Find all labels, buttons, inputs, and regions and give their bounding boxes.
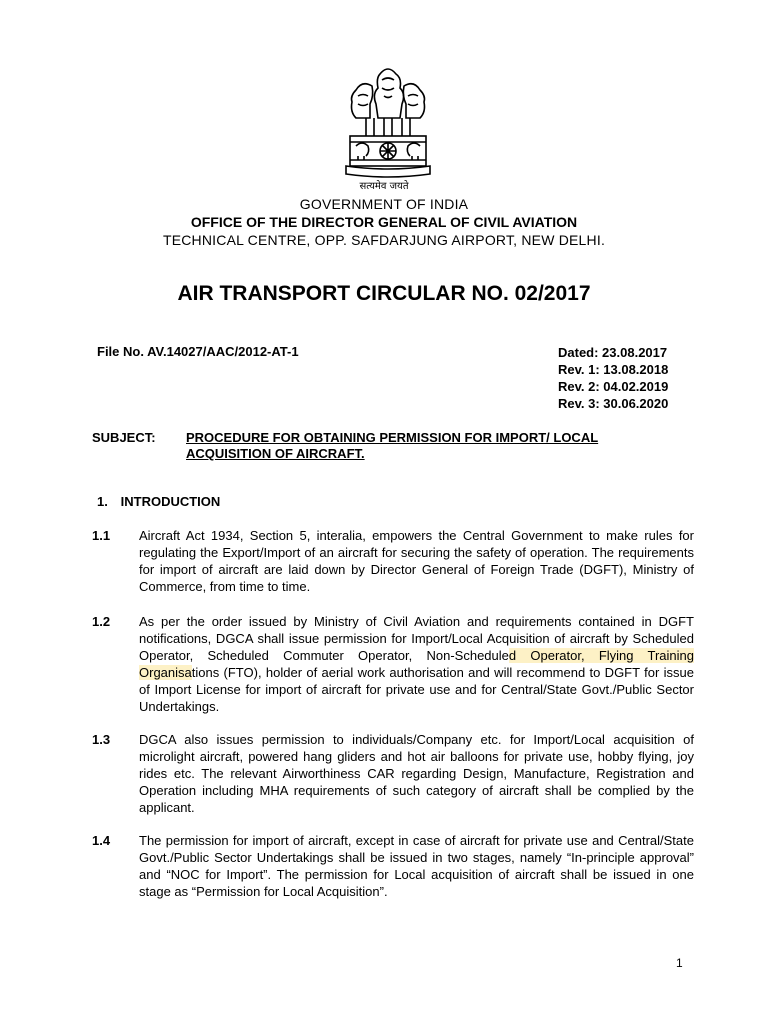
page-number: 1 (676, 956, 683, 970)
paragraph-text (139, 613, 694, 715)
section-title: INTRODUCTION (120, 494, 221, 509)
paragraph-text-part: tions (FTO), holder of aerial work authorisation and will recommend to DGFT for issue of Import License for import of aircraft for private use and for Central/State Govt./Public Sector Undertakings. (139, 665, 694, 714)
dates-block (558, 344, 668, 412)
file-number: File No. AV.14027/AAC/2012-AT-1 (97, 344, 299, 359)
header-address: TECHNICAL CENTRE, OPP. SAFDARJUNG AIRPORT, NEW DELHI. (162, 232, 606, 248)
highlighted-text: d Operator, Flying Training Organisa (139, 648, 694, 680)
paragraph-text-part: As per the order issued by Ministry of Civil Aviation and requirements contained in DGFT notifications, DGCA shall issue permission for Import/Local Acquisition of aircraft by Scheduled Operator, Scheduled Commuter Operator, Non-Schedule (139, 614, 694, 663)
header-government: GOVERNMENT OF INDIA (299, 196, 469, 212)
national-emblem-icon (340, 60, 436, 192)
date-issued: Dated: 23.08.2017 (558, 345, 668, 360)
header-office: OFFICE OF THE DIRECTOR GENERAL OF CIVIL AVIATION (190, 214, 578, 230)
emblem-motto: सत्यमेव जयते (359, 181, 409, 192)
section-number: 1. (97, 494, 108, 509)
paragraph-text: Aircraft Act 1934, Section 5, interalia, empowers the Central Government to make rules for regulating the Export/Import of an aircraft for securing the safety of operation. The requirements for import of aircraft are laid down by Director General of Foreign Trade (DGFT), Ministry of Commerce, from time to time. (139, 528, 694, 594)
document-title: AIR TRANSPORT CIRCULAR NO. 02/2017 (177, 282, 591, 305)
subject-label: SUBJECT: (92, 430, 156, 445)
paragraph-number: 1.3 (92, 732, 111, 747)
date-rev1: Rev. 1: 13.08.2018 (558, 362, 669, 377)
section-heading (97, 494, 220, 509)
paragraph-number: 1.4 (92, 833, 111, 848)
paragraph-1-1 (92, 527, 694, 595)
paragraph-1-4 (92, 832, 694, 900)
paragraph-1-2 (92, 613, 694, 715)
date-rev3: Rev. 3: 30.06.2020 (558, 396, 669, 411)
date-rev2: Rev. 2: 04.02.2019 (558, 379, 669, 394)
subject-text: PROCEDURE FOR OBTAINING PERMISSION FOR IMPORT/ LOCAL ACQUISITION OF AIRCRAFT. (186, 430, 599, 461)
paragraph-number: 1.2 (92, 614, 111, 629)
paragraph-number: 1.1 (92, 528, 111, 543)
paragraph-text: DGCA also issues permission to individuals/Company etc. for Import/Local acquisition of microlight aircraft, powered hang gliders and hot air balloons for private use, hobby flying, joy rides etc. The relevant Airworthiness CAR regarding Design, Manufacture, Registration and Operation including MHA requirements of such category of aircraft shall be complied by the applicant. (139, 732, 694, 815)
paragraph-1-3 (92, 731, 694, 816)
paragraph-text: The permission for import of aircraft, except in case of aircraft for private use and Central/State Govt./Public Sector Undertakings shall be issued in two stages, namely “In-principle approval” and “NOC for Import”. The permission for Local acquisition of aircraft shall be issued in one stage as “Permission for Local Acquisition”. (139, 833, 694, 899)
